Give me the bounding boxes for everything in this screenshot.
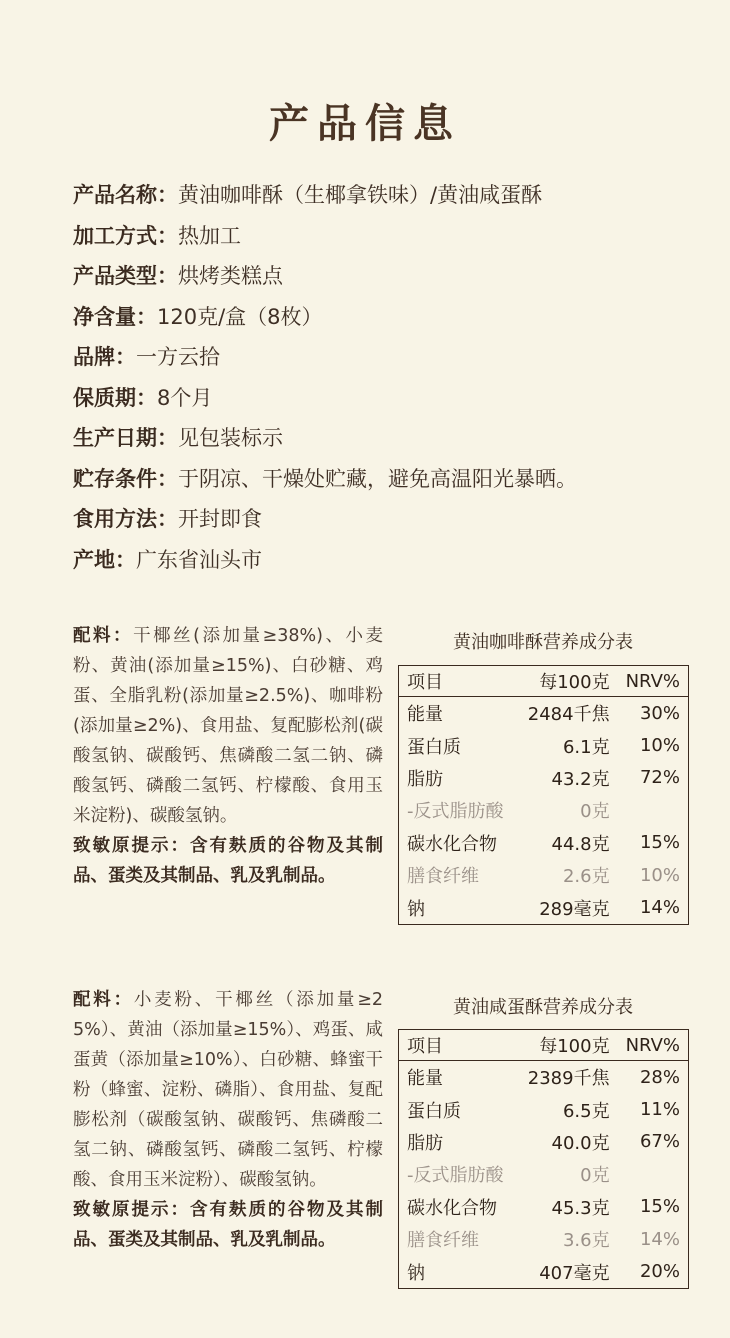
info-row-process [73, 219, 693, 260]
table-row [399, 1061, 689, 1094]
info-value: 一方云拾 [136, 345, 220, 369]
ingredients-text: 干椰丝(添加量≥38%)、小麦粉、黄油(添加量≥15%)、白砂糖、鸡蛋、全脂乳粉(添加量≥2.5%)、咖啡粉(添加量≥2%)、食用盐、复配膨松剂(碳酸氢钠、碳酸钙、焦磷酸二氢二钠、磷酸氢钙、磷酸二氢钙、柠檬酸、食用玉米淀粉)、碳酸氢钠。 [73, 626, 384, 826]
info-row-net-content [73, 300, 693, 341]
cell-nrv [618, 1158, 689, 1190]
table-row [399, 1126, 689, 1158]
table-row [399, 729, 689, 761]
cell-per100g: 3.6克 [562, 1230, 610, 1252]
table-row [399, 1158, 689, 1190]
allergen-notice: 致敏原提示：含有麸质的谷物及其制品、蛋类及其制品、乳及乳制品。 [73, 836, 383, 886]
cell-per100g: 2.6克 [562, 866, 610, 888]
header-nrv: NRV% [618, 1030, 689, 1061]
info-row-shelf-life [73, 381, 693, 422]
nutrition-table-title: 黄油咸蛋酥营养成分表 [453, 997, 633, 1018]
cell-nrv: 10% [639, 735, 680, 757]
info-key: 净含量： [73, 304, 157, 329]
table-row [399, 794, 689, 826]
info-value: 广东省汕头市 [136, 547, 262, 572]
header-per100g: 每100克 [520, 666, 618, 697]
info-value: 于阴凉、干燥处贮藏，避免高温阳光暴晒。 [178, 466, 577, 491]
cell-per100g: 40.0克 [551, 1132, 610, 1154]
table-row [399, 1223, 689, 1255]
info-key: 食用方法： [73, 507, 178, 531]
cell-item: 钠 [407, 898, 425, 920]
product-info-list [73, 178, 693, 583]
cell-nrv: 11% [639, 1099, 680, 1121]
info-row-name [73, 178, 693, 219]
info-row-production-date [73, 421, 693, 462]
table-row [399, 1093, 689, 1125]
info-value: 见包装标示 [178, 426, 283, 450]
cell-nrv: 15% [639, 1196, 680, 1218]
info-value: 开封即食 [178, 507, 262, 531]
cell-item: -反式脂肪酸 [407, 1165, 504, 1187]
info-row-storage [73, 462, 693, 503]
cell-nrv: 67% [639, 1131, 680, 1153]
cell-nrv: 14% [639, 1228, 680, 1250]
cell-per100g: 6.1克 [562, 736, 610, 758]
cell-per100g: 43.2克 [551, 768, 610, 790]
header-per100g: 每100克 [520, 1030, 618, 1061]
table-row [399, 1255, 689, 1288]
ingredients-paragraph-salted-egg [73, 985, 383, 1255]
cell-nrv: 72% [639, 767, 680, 789]
info-row-usage [73, 502, 693, 543]
info-row-origin [73, 543, 693, 584]
cell-per100g: 45.3克 [551, 1197, 610, 1219]
cell-per100g: 289毫克 [539, 898, 610, 920]
table-row [399, 891, 689, 924]
info-key: 贮存条件： [73, 466, 178, 491]
ingredients-text: 小麦粉、干椰丝（添加量≥25%）、黄油（添加量≥15%）、鸡蛋、咸蛋黄（添加量≥10%）、白砂糖、蜂蜜干粉（蜂蜜、淀粉、磷脂）、食用盐、复配膨松剂（碳酸氢钠、碳酸钙、焦磷酸二氢二钠、磷酸氢钙、磷酸二氢钙、柠檬酸、食用玉米淀粉）、碳酸氢钠。 [73, 990, 384, 1190]
cell-item: 碳水化合物 [407, 833, 497, 855]
cell-item: 蛋白质 [407, 736, 461, 758]
info-key: 生产日期： [73, 426, 178, 450]
info-key: 产品名称： [73, 183, 178, 207]
header-item: 项目 [399, 666, 520, 697]
info-key: 品牌： [73, 345, 136, 369]
cell-per100g: 2389千焦 [527, 1068, 610, 1090]
info-value: 黄油咖啡酥（生椰拿铁味）/黄油咸蛋酥 [178, 183, 543, 207]
cell-item: 能量 [407, 1068, 443, 1090]
cell-nrv [618, 794, 689, 826]
info-value: 120克/盒（8枚） [157, 304, 323, 329]
cell-item: 蛋白质 [407, 1100, 461, 1122]
info-value: 烘烤类糕点 [178, 264, 283, 288]
table-row [399, 697, 689, 730]
nutrition-table-coffee [398, 665, 689, 925]
table-header-row [399, 1030, 689, 1061]
info-row-type [73, 259, 693, 300]
header-item: 项目 [399, 1030, 520, 1061]
cell-item: 钠 [407, 1262, 425, 1284]
cell-item: 能量 [407, 704, 443, 726]
cell-nrv: 15% [639, 832, 680, 854]
page-title: 产品信息 [269, 100, 461, 147]
ingredients-label: 配料： [73, 626, 134, 646]
cell-item: 脂肪 [407, 1132, 443, 1154]
cell-per100g: 44.8克 [551, 833, 610, 855]
cell-per100g: 0克 [580, 1165, 610, 1187]
cell-nrv: 14% [639, 897, 680, 919]
cell-item: 碳水化合物 [407, 1197, 497, 1219]
header-nrv: NRV% [618, 666, 689, 697]
cell-item: 脂肪 [407, 768, 443, 790]
table-row [399, 859, 689, 891]
table-row [399, 827, 689, 859]
table-row [399, 762, 689, 794]
allergen-notice: 致敏原提示：含有麸质的谷物及其制品、蛋类及其制品、乳及乳制品。 [73, 1200, 383, 1250]
cell-nrv: 20% [639, 1261, 680, 1283]
info-key: 产品类型： [73, 264, 178, 288]
table-header-row [399, 666, 689, 697]
cell-nrv: 30% [639, 702, 680, 724]
info-key: 加工方式： [73, 223, 178, 248]
cell-per100g: 6.5克 [562, 1100, 610, 1122]
info-value: 8个月 [157, 385, 213, 410]
cell-per100g: 2484千焦 [527, 704, 610, 726]
nutrition-table-title: 黄油咖啡酥营养成分表 [453, 632, 633, 653]
ingredients-paragraph-coffee [73, 621, 383, 891]
info-key: 保质期： [73, 385, 157, 410]
cell-nrv: 28% [639, 1066, 680, 1088]
info-value: 热加工 [178, 223, 241, 248]
cell-item: -反式脂肪酸 [407, 801, 504, 823]
ingredients-label: 配料： [73, 990, 134, 1010]
info-row-brand [73, 340, 693, 381]
info-key: 产地： [73, 547, 136, 572]
cell-nrv: 10% [639, 864, 680, 886]
nutrition-table-salted-egg [398, 1029, 689, 1289]
cell-per100g: 407毫克 [539, 1262, 610, 1284]
cell-item: 膳食纤维 [407, 1230, 479, 1252]
table-row [399, 1191, 689, 1223]
cell-per100g: 0克 [580, 801, 610, 823]
cell-item: 膳食纤维 [407, 866, 479, 888]
